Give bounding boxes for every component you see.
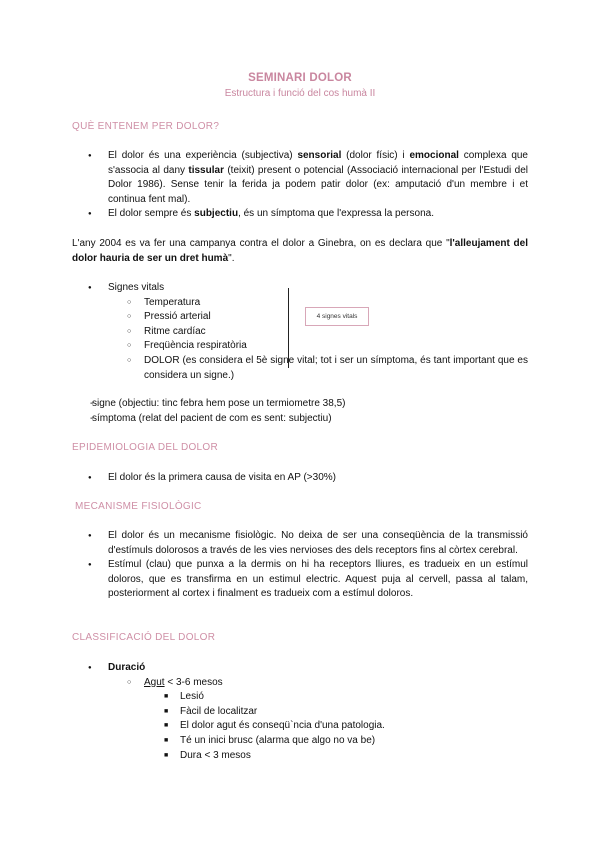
geneva-paragraph: L'any 2004 es va fer una campanya contra el dolor a Ginebra, on es declara que "l'alleujament del dolor hauria de ser un dret humà". — [72, 238, 528, 264]
heading-que-entenem: QUÈ ENTENEM PER DOLOR? — [72, 121, 220, 132]
list-item-ritme: ○ Ritme cardíac — [72, 325, 528, 340]
list-item-temperatura: ○ Temperatura — [72, 296, 528, 311]
definition-block — [72, 149, 528, 222]
document-title: SEMINARI DOLOR — [248, 72, 352, 84]
epidemiology-block — [72, 471, 528, 486]
classification-block — [72, 661, 528, 763]
list-item-definition: ● El dolor és una experiència (subjectiva) sensorial (dolor físic) i emocional complexa que s'associa al dany tissular (teixit) present o potencial (Associació internacional per l'Estudi del Dolor 1986). Sense tenir la ferida ja podem patir dolor (ex: amputació d'un membre i et continua fent mal). — [72, 149, 528, 207]
list-item-facil: ■ Fàcil de localitzar — [72, 705, 528, 720]
list-item-subjectiu: ● El dolor sempre és subjectiu, és un símptoma que l'expressa la persona. — [72, 207, 528, 222]
list-item-stimulus: ● Estímul (clau) que punxa a la dermis on hi ha receptors lliures, es tradueix en un estímul doloros, que es transfirma en un estimul electric. Aquest puja al cervell, passa al talam, posteriorment al cortex i finalment es tradueix com a estímul doloros. — [72, 558, 528, 602]
heading-epidemiologia: EPIDEMIOLOGIA DEL DOLOR — [72, 442, 219, 453]
heading-classificacio: CLASSIFICACIÓ DEL DOLOR — [72, 632, 216, 643]
list-item-signe: - signe (objectiu: tinc febra hem pose un termiometre 38,5) — [72, 397, 528, 412]
list-item-vital-signs: ● Signes vitals ○ Temperatura ○ Pressió arterial ○ Ritme cardíac ○ Freqüència respiratòria ○ DOLOR (es considera el 5è signe vital; tot i ser un símptoma, és tant important que es considera un signe.) — [72, 281, 528, 383]
annotation-box: 4 signes vitals — [305, 307, 369, 326]
document-subtitle: Estructura i funció del cos humà II — [224, 88, 376, 99]
list-item-pressio: ○ Pressió arterial — [72, 310, 528, 325]
list-item-epidemiology: ● El dolor és la primera causa de visita en AP (>30%) — [72, 471, 528, 486]
list-item-lesio: ■ Lesió — [72, 690, 528, 705]
vital-signs-block — [72, 281, 528, 383]
sign-symptom-block — [72, 397, 528, 426]
list-item-dolor: ○ DOLOR (es considera el 5è signe vital; tot i ser un símptoma, és tant important que es considera un signe.) — [72, 354, 528, 383]
list-item-dura: ■ Dura < 3 mesos — [72, 749, 528, 764]
list-item-mechanism: ● El dolor és un mecanisme fisiològic. No deixa de ser una conseqüència de la transmissió d'estímuls dolorosos a través de les vies nervioses des dels receptors fins al còrtex cerebral. — [72, 529, 528, 558]
heading-mecanisme: MECANISME FISIOLÒGIC — [75, 501, 202, 512]
list-item-duracio: ● Duració ○ Agut < 3-6 mesos ■ Lesió ■ Fàcil de localitzar ■ El dolor agut és conseqü`ncia d'una patologia. ■ Té un inici brusc (alarma que algo no va be) ■ Dura < 3 mesos — [72, 661, 528, 763]
list-item-agut: ○ Agut < 3-6 mesos ■ Lesió ■ Fàcil de localitzar ■ El dolor agut és conseqü`ncia d'una patologia. ■ Té un inici brusc (alarma que algo no va be) ■ Dura < 3 mesos — [72, 676, 528, 764]
bracket-line — [288, 288, 289, 368]
list-item-simptoma: - símptoma (relat del pacient de com es sent: subjectiu) — [72, 412, 528, 427]
list-item-inici: ■ Té un inici brusc (alarma que algo no va be) — [72, 734, 528, 749]
mechanism-block — [72, 529, 528, 602]
list-item-frequencia: ○ Freqüència respiratòria — [72, 339, 528, 354]
list-item-consequencia: ■ El dolor agut és conseqü`ncia d'una patologia. — [72, 719, 528, 734]
